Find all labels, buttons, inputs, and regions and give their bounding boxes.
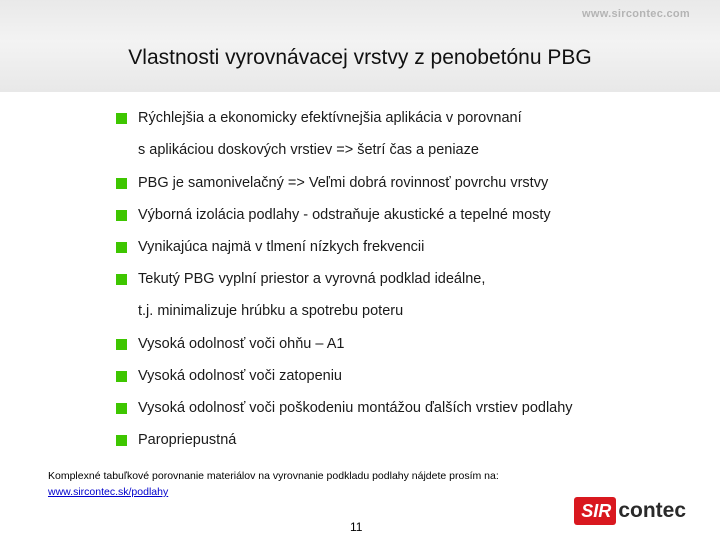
bullet-continuation: t.j. minimalizuje hrúbku a spotrebu poteru — [138, 303, 404, 319]
bullet-marker — [116, 435, 127, 446]
site-url: www.sircontec.com — [582, 8, 690, 20]
bullet-text: Tekutý PBG vyplní priestor a vyrovná podklad ideálne, — [138, 271, 486, 287]
bullet-text: Vysoká odolnosť voči poškodeniu montážou ďalších vrstiev podlahy — [138, 400, 573, 416]
bullet-marker — [116, 274, 127, 285]
footer-link[interactable]: www.sircontec.sk/podlahy — [48, 486, 169, 498]
bullet-text: Výborná izolácia podlahy - odstraňuje akustické a tepelné mosty — [138, 207, 551, 223]
bullet-item — [116, 432, 696, 464]
bullet-item — [116, 239, 696, 271]
bullet-item — [116, 336, 696, 368]
bullet-item — [116, 110, 696, 175]
footer-note: Komplexné tabuľkové porovnanie materiálov na vyrovnanie podkladu podlahy nájdete prosím na: — [48, 470, 499, 482]
bullet-marker — [116, 210, 127, 221]
bullet-list — [116, 110, 696, 464]
bullet-item — [116, 207, 696, 239]
bullet-marker — [116, 403, 127, 414]
bullet-text: Vysoká odolnosť voči zatopeniu — [138, 368, 342, 384]
bullet-text: Vysoká odolnosť voči ohňu – A1 — [138, 336, 345, 352]
sircontec-logo — [574, 496, 686, 526]
bullet-marker — [116, 113, 127, 124]
bullet-marker — [116, 178, 127, 189]
bullet-text: Vynikajúca najmä v tlmení nízkych frekvencii — [138, 239, 425, 255]
bullet-item — [116, 175, 696, 207]
bullet-item — [116, 368, 696, 400]
bullet-marker — [116, 242, 127, 253]
bullet-item — [116, 271, 696, 336]
bullet-marker — [116, 371, 127, 382]
bullet-text: Rýchlejšia a ekonomicky efektívnejšia aplikácia v porovnaní — [138, 110, 522, 126]
bullet-text: PBG je samonivelačný => Veľmi dobrá rovinnosť povrchu vrstvy — [138, 175, 549, 191]
bullet-text: Paropriepustná — [138, 432, 237, 448]
bullet-marker — [116, 339, 127, 350]
bullet-item — [116, 400, 696, 432]
logo-sir-mark: SIR — [574, 497, 616, 525]
logo-contec-text: contec — [618, 499, 686, 522]
bullet-continuation: s aplikáciou doskových vrstiev => šetrí čas a peniaze — [138, 142, 479, 158]
page-number: 11 — [350, 520, 363, 534]
slide-title: Vlastnosti vyrovnávacej vrstvy z penobetónu PBG — [128, 46, 592, 69]
